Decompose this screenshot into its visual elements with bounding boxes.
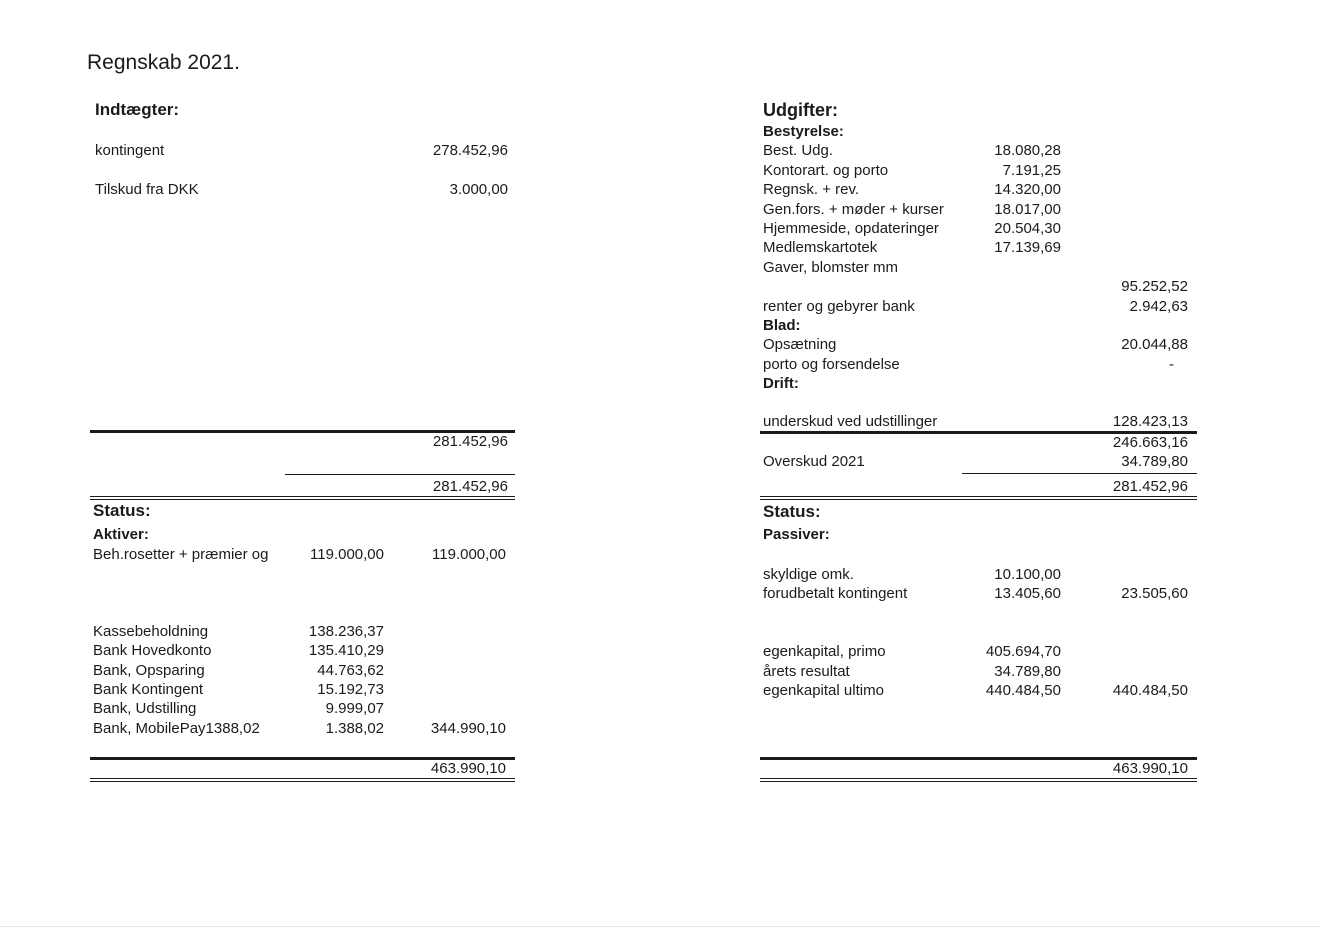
liability-item-label: skyldige omk. bbox=[763, 566, 854, 583]
income-grand-total: 281.452,96 bbox=[432, 478, 508, 495]
sum-rule bbox=[285, 474, 515, 475]
liability-item-amount: 10.100,00 bbox=[994, 566, 1061, 583]
asset-item-amount: 119.000,00 bbox=[310, 546, 384, 563]
expense-item-label: porto og forsendelse bbox=[763, 356, 900, 373]
income-total: 281.452,96 bbox=[432, 433, 508, 450]
expense-item-amount: 14.320,00 bbox=[994, 181, 1061, 198]
expense-item-label: underskud ved udstillinger bbox=[763, 413, 938, 430]
liability-item-label: forudbetalt kontingent bbox=[763, 585, 908, 602]
surplus-amount: 34.789,80 bbox=[1121, 453, 1188, 470]
expense-item-amount: 18.017,00 bbox=[994, 201, 1061, 218]
asset-item-amount: 138.236,37 bbox=[308, 623, 384, 640]
equity-item-amount: 405.694,70 bbox=[985, 643, 1061, 660]
asset-item-amount: 1.388,02 bbox=[325, 720, 384, 737]
expense-item-amount: 7.191,25 bbox=[1002, 162, 1061, 179]
income-item-label: Tilskud fra DKK bbox=[95, 181, 199, 198]
income-item-amount: 3.000,00 bbox=[449, 181, 508, 198]
asset-item-label: Bank, Udstilling bbox=[93, 700, 197, 717]
equity-item-amount: 440.484,50 bbox=[985, 682, 1061, 699]
assets-grand-total: 463.990,10 bbox=[430, 760, 506, 777]
double-rule-bottom bbox=[90, 499, 515, 500]
board-heading: Bestyrelse: bbox=[763, 123, 844, 140]
income-item-label: kontingent bbox=[95, 142, 165, 159]
asset-item-label: Bank, Opsparing bbox=[93, 662, 205, 679]
asset-item-label: Kassebeholdning bbox=[93, 623, 209, 640]
expense-item-amount: 20.044,88 bbox=[1121, 336, 1188, 353]
equity-item-label: egenkapital ultimo bbox=[763, 682, 884, 699]
expense-item-label: Regnsk. + rev. bbox=[763, 181, 860, 198]
income-item-amount: 278.452,96 bbox=[432, 142, 508, 159]
assets-status-heading: Status: bbox=[93, 501, 151, 520]
asset-item-label: Bank Hovedkonto bbox=[93, 642, 212, 659]
asset-item-amount: 135.410,29 bbox=[308, 642, 384, 659]
expense-item-label: Best. Udg. bbox=[763, 142, 834, 159]
expenses-subtotal: 246.663,16 bbox=[1112, 434, 1188, 451]
double-rule-top bbox=[90, 778, 515, 779]
expense-item-label: Medlemskartotek bbox=[763, 239, 878, 256]
asset-item-label: Bank, MobilePay1388,02 bbox=[93, 720, 260, 737]
assets-heading: Aktiver: bbox=[93, 526, 149, 543]
board-total: 95.252,52 bbox=[1121, 278, 1188, 295]
asset-item-amount: 44.763,62 bbox=[317, 662, 384, 679]
asset-item-total: 119.000,00 bbox=[432, 546, 506, 563]
expense-item-label: Hjemmeside, opdateringer bbox=[763, 220, 939, 237]
expense-item-label: Gaver, blomster mm bbox=[763, 259, 899, 276]
debt-total: 23.505,60 bbox=[1121, 585, 1188, 602]
magazine-heading: Blad: bbox=[763, 317, 801, 334]
scan-edge bbox=[0, 926, 1320, 927]
equity-total: 440.484,50 bbox=[1112, 682, 1188, 699]
expense-item-label: Kontorart. og porto bbox=[763, 162, 889, 179]
expense-item-amount: 20.504,30 bbox=[994, 220, 1061, 237]
expense-item-amount: - bbox=[1169, 356, 1174, 373]
expenses-grand-total: 281.452,96 bbox=[1112, 478, 1188, 495]
expense-item-label: Opsætning bbox=[763, 336, 837, 353]
double-rule-bottom bbox=[90, 781, 515, 782]
asset-cash-total: 344.990,10 bbox=[430, 720, 506, 737]
expense-item-amount: 2.942,63 bbox=[1129, 298, 1188, 315]
expense-item-amount: 128.423,13 bbox=[1112, 413, 1188, 430]
equity-item-amount: 34.789,80 bbox=[994, 663, 1061, 680]
equity-item-label: egenkapital, primo bbox=[763, 643, 886, 660]
document-title: Regnskab 2021. bbox=[87, 51, 240, 74]
double-rule-bottom bbox=[760, 781, 1197, 782]
asset-item-label: Beh.rosetter + præmier og bbox=[93, 546, 269, 563]
expense-item-amount: 17.139,69 bbox=[994, 239, 1061, 256]
liabilities-status-heading: Status: bbox=[763, 502, 821, 521]
equity-item-label: årets resultat bbox=[763, 663, 850, 680]
liability-item-amount: 13.405,60 bbox=[994, 585, 1061, 602]
double-rule-top bbox=[90, 496, 515, 497]
expense-item-amount: 18.080,28 bbox=[994, 142, 1061, 159]
asset-item-amount: 15.192,73 bbox=[317, 681, 384, 698]
surplus-label: Overskud 2021 bbox=[763, 453, 865, 470]
sum-rule bbox=[962, 473, 1197, 474]
expense-item-label: renter og gebyrer bank bbox=[763, 298, 915, 315]
liabilities-grand-total: 463.990,10 bbox=[1112, 760, 1188, 777]
double-rule-bottom bbox=[760, 499, 1197, 500]
operations-heading: Drift: bbox=[763, 375, 799, 392]
double-rule-top bbox=[760, 496, 1197, 497]
liabilities-heading: Passiver: bbox=[763, 526, 830, 543]
double-rule-top bbox=[760, 778, 1197, 779]
income-heading: Indtægter: bbox=[95, 100, 180, 119]
expense-item-label: Gen.fors. + møder + kurser bbox=[763, 201, 944, 218]
expenses-heading: Udgifter: bbox=[763, 100, 838, 120]
asset-item-amount: 9.999,07 bbox=[325, 700, 384, 717]
asset-item-label: Bank Kontingent bbox=[93, 681, 204, 698]
